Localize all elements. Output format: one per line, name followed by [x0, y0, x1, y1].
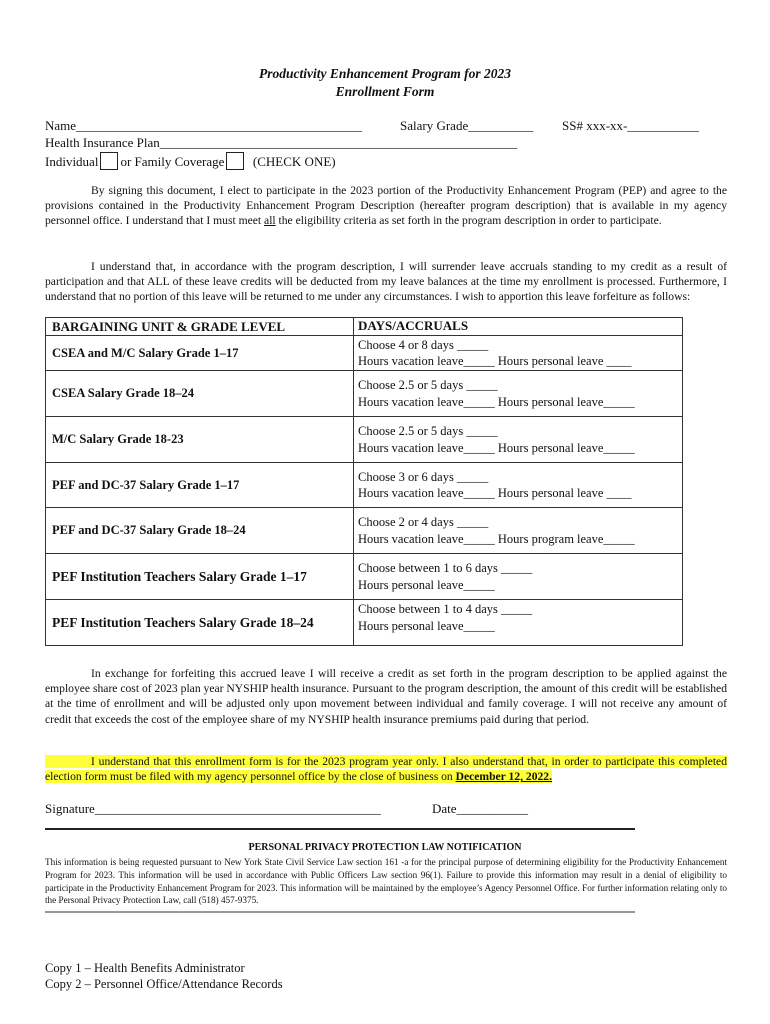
unit-cell: PEF and DC-37 Salary Grade 1–17 — [46, 463, 354, 508]
unit-cell: M/C Salary Grade 18-23 — [46, 417, 354, 463]
family-coverage-checkbox[interactable] — [226, 152, 244, 170]
salary-grade-field[interactable]: Salary Grade__________ — [400, 118, 534, 133]
unit-cell: PEF and DC-37 Salary Grade 18–24 — [46, 508, 354, 554]
accrual-cell[interactable]: Choose 3 or 6 days _____ Hours vacation leave_____ Hours personal leave ____ — [354, 463, 683, 508]
credit-paragraph: In exchange for forfeiting this accrued leave I will receive a credit as set forth in the program description to be applied against the employee share cost of 2023 plan year NYSHIP health insurance. Pursuant to the program description, the amount of this credit will be established at the time of enrollment and will be adjusted only upon movement between individual and family coverage. I will not receive any amount of credit that exceeds the cost of the employee share of my NYSHIP health insurance premiums paid during that period. — [45, 667, 727, 726]
ssn-field[interactable]: SS# xxx-xx-___________ — [562, 118, 699, 133]
individual-label: Individual — [45, 154, 99, 169]
accrual-cell[interactable]: Choose between 1 to 4 days _____ Hours personal leave_____ — [354, 600, 683, 646]
table-row — [46, 336, 683, 371]
deadline-date: December 12, 2022. — [455, 770, 552, 784]
copy-1-line: Copy 1 – Health Benefits Administrator — [45, 961, 245, 975]
header-bargaining-unit: BARGAINING UNIT & GRADE LEVEL — [46, 318, 354, 336]
health-insurance-plan-field[interactable]: Health Insurance Plan_______________________________________________________ — [45, 135, 518, 150]
deadline-paragraph: I understand that this enrollment form is for the 2023 program year only. I also understand that, in order to participate this completed election form must be filed with my agency personnel office by the close of business on December 12, 2022. — [45, 755, 727, 784]
header-days-accruals: DAYS/ACCRUALS — [354, 318, 683, 336]
unit-cell: CSEA and M/C Salary Grade 1–17 — [46, 336, 354, 371]
coverage-row — [45, 152, 336, 170]
all-emphasis: all — [264, 214, 276, 228]
individual-checkbox[interactable] — [100, 152, 118, 170]
privacy-notice-text: This information is being requested pursuant to New York State Civil Service Law section 161 -a for the principal purpose of determining eligibility for the Productivity Enhancement Program for 2023. This information will be used in accordance with Public Officers Law section 96(1). Failure to provide this information may result in a denial of eligibility to participate in the Productivity Enhancement Program for 2023. This information will be maintained by the employee’s Agency Personnel Office. For further information relating only to the Personal Privacy Protection Law, call (518) 457-9375. — [45, 857, 727, 906]
unit-cell: PEF Institution Teachers Salary Grade 1–17 — [46, 554, 354, 600]
leave-apportion-table — [45, 317, 683, 646]
table-row — [46, 554, 683, 600]
accrual-cell[interactable]: Choose between 1 to 6 days _____ Hours personal leave_____ — [354, 554, 683, 600]
accrual-cell[interactable]: Choose 2.5 or 5 days _____ Hours vacation leave_____ Hours personal leave_____ — [354, 371, 683, 417]
copy-distribution — [45, 961, 283, 992]
table-row — [46, 600, 683, 646]
forfeiture-paragraph: I understand that, in accordance with the program description, I will surrender leave accruals standing to my credit as a result of participation and that ALL of these leave credits will be deducted from my leave balances at the time my enrollment is processed. Furthermore, I understand that no portion of this leave will be returned to me under any circumstances. I wish to apportion this leave forfeiture as follows: — [45, 260, 727, 304]
table-row — [46, 508, 683, 554]
unit-cell: CSEA Salary Grade 18–24 — [46, 371, 354, 417]
accrual-cell[interactable]: Choose 2 or 4 days _____ Hours vacation leave_____ Hours program leave_____ — [354, 508, 683, 554]
divider-top — [45, 828, 635, 830]
table-row — [46, 463, 683, 508]
copy-2-line: Copy 2 – Personnel Office/Attendance Records — [45, 976, 283, 991]
table-header-row — [46, 318, 683, 336]
accrual-cell[interactable]: Choose 4 or 8 days _____ Hours vacation leave_____ Hours personal leave ____ — [354, 336, 683, 371]
form-title: Productivity Enhancement Program for 2023 — [258, 66, 511, 81]
election-paragraph: By signing this document, I elect to participate in the 2023 portion of the Productivity Enhancement Program (PEP) and agree to the provisions contained in the Productivity Enhancement Program Description (hereafter program description) that is available in my agency personnel office. I understand that I must meet all the eligibility criteria as set forth in the program description in order to participate. — [45, 184, 727, 228]
privacy-notice-title: PERSONAL PRIVACY PROTECTION LAW NOTIFICATION — [248, 842, 522, 853]
form-subtitle: Enrollment Form — [335, 84, 435, 99]
check-one-label: (CHECK ONE) — [252, 154, 336, 169]
table-row — [46, 371, 683, 417]
accrual-cell[interactable]: Choose 2.5 or 5 days _____ Hours vacation leave_____ Hours personal leave_____ — [354, 417, 683, 463]
name-field[interactable]: Name____________________________________________ — [45, 118, 363, 133]
family-coverage-label: or Family Coverage — [120, 154, 225, 169]
unit-cell: PEF Institution Teachers Salary Grade 18–24 — [46, 600, 354, 646]
signature-field[interactable]: Signature____________________________________________ — [45, 801, 381, 816]
divider-bottom — [45, 911, 635, 913]
table-row — [46, 417, 683, 463]
date-field[interactable]: Date___________ — [432, 801, 529, 816]
